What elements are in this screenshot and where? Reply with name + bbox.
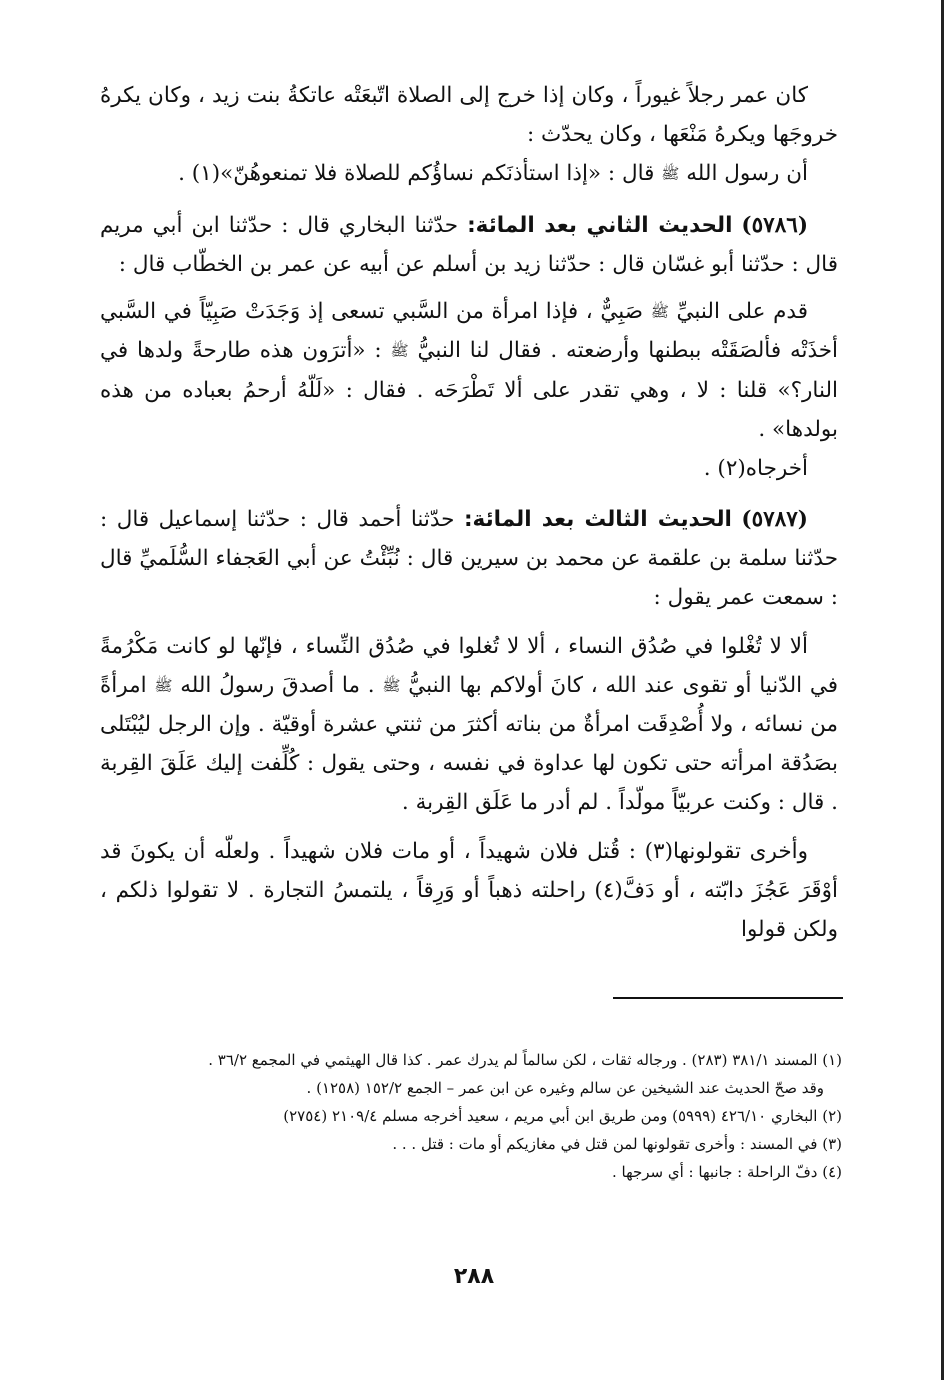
footnote-1-continuation: وقد صحّ الحديث عند الشيخين عن سالم وغيره عن ابن عمر – الجمع ١٥٢/٢ (١٢٥٨) . xyxy=(306,1079,824,1097)
hadith-chain: حدّثنا أحمد قال : حدّثنا إسماعيل قال : حدّثنا سلمة بن علقمة عن محمد بن سيرين قال : نُبِّئْتُ عن أبي العَجفاء السُّلَميِّ قال : سمعت عمر يقول : xyxy=(100,506,838,610)
footnote-3: (٣) في المسند : وأخرى تقولونها لمن قتل في مغازيكم أو مات : قتل . . . xyxy=(392,1135,842,1153)
paragraph-hadith-quote xyxy=(100,154,838,194)
hadith-5786-text-b: صَبِيٌّ ، فإذا امرأة من السَّبي تسعى إذ وَجَدَتْ صَبِيّاً في السَّبي أخذَتْه فألصَقَتْه ببطنها وأرضعته . فقال لنا النبيُّ xyxy=(100,298,839,363)
page-edge-line xyxy=(941,0,944,1380)
footnote-separator xyxy=(613,997,843,999)
footnote-1: (١) المسند ٣٨١/١ (٢٨٣) . ورجاله ثقات ، لكن سالماً لم يدرك عمر . كذا قال الهيثمي في المجمع ٣٦/٢ . xyxy=(208,1051,842,1069)
sallallahu-glyph: ﷺ xyxy=(154,676,173,694)
page-number: ٢٨٨ xyxy=(453,1264,495,1289)
hadith-5787-text-c: امرأةً من نسائه ، ولا أُصْدِقَت امرأةٌ من بناته أكثرَ من ثنتي عشرة أوقيّة . وإن الرجل ليُبْتَلى بصَدُقة امرأته حتى تكون لها عداوة في نفسه ، وحتى يقول : كُلِّفت إليك عَلَقَ القِربة . قال : وكنت عربيّاً مولّداً . لم أدر ما عَلَق القِربة . xyxy=(100,672,838,815)
footnote-4: (٤) دفّ الراحلة : جانبها : أي سرجها . xyxy=(611,1163,842,1181)
sallallahu-glyph: ﷺ xyxy=(382,676,401,694)
hadith-number: (٥٧٨٧) xyxy=(741,506,808,532)
hadith-5786-heading xyxy=(100,206,838,284)
hadith-5786-text xyxy=(100,292,838,449)
hadith-5787-heading xyxy=(100,500,838,617)
hadith-5787-text-b: . ما أصدقَ رسولُ الله xyxy=(180,672,375,698)
paragraph-hadith-quote-end: قال : «إذا استأذنَكم نساؤُكم للصلاة فلا تمنعوهُنّ»(١) . xyxy=(178,161,655,186)
hadith-5787-text xyxy=(100,627,838,823)
main-text xyxy=(100,76,838,949)
sallallahu-glyph: ﷺ xyxy=(661,164,680,183)
hadith-title: الحديث الثاني بعد المائة: xyxy=(467,212,733,238)
sallallahu-glyph: ﷺ xyxy=(390,341,409,360)
footnotes xyxy=(106,1046,842,1186)
hadith-5786-text-c: : «أترَون هذه طارحةً ولدها في النار؟» قلنا : لا ، وهي تقدر على ألا تَطْرَحَه . فقال : «لَلّهُ أرحمُ بعباده من هذه بولدها» . xyxy=(100,338,838,442)
hadith-5786-text-a: قدم على النبيِّ xyxy=(676,298,808,324)
hadith-5787-text-a: ألا لا تُغْلوا في صُدُق النساء ، ألا لا تُغلوا في صُدُق النِّساء ، فإنّها لو كانت مَكْرُمةً في الدّنيا أو تقوى عند الله ، كانَ أولاكم بها النبيُّ xyxy=(100,633,839,698)
footnote-2: (٢) البخاري ٤٢٦/١٠ (٥٩٩٩) ومن طريق ابن أبي مريم ، سعيد أخرجه مسلم ٢١٠٩/٤ (٢٧٥٤) xyxy=(283,1107,842,1125)
paragraph-hadith-quote-start: أن رسول الله xyxy=(686,161,808,186)
hadith-chain: حدّثنا البخاري قال : حدّثنا ابن أبي مريم قال : حدّثنا أبو غسّان قال : حدّثنا زيد بن أسلم عن أبيه عن عمر بن الخطّاب قال : xyxy=(100,212,838,277)
hadith-5786-source: أخرجاه(٢) . xyxy=(703,455,808,481)
hadith-title: الحديث الثالث بعد المائة: xyxy=(463,506,732,532)
hadith-number: (٥٧٨٦) xyxy=(741,212,808,238)
paragraph-intro: كان عمر رجلاً غيوراً ، وكان إذا خرج إلى الصلاة اتّبعَتْه عاتكةُ بنت زيد ، وكان يكرهُ خروجَها ويكرهُ مَنْعَها ، وكان يحدّث : xyxy=(100,83,838,147)
sallallahu-glyph: ﷺ xyxy=(650,302,669,320)
hadith-5787-continuation: وأخرى تقولونها(٣) : قُتل فلان شهيداً ، أو مات فلان شهيداً . ولعلّه أن يكونَ قد أوْقَرَ عَجُزَ دابّته ، أو دَفَّ(٤) راحلته ذهباً أو وَرِقاً ، يلتمسُ التجارة . لا تقولوا ذلكم ، ولكن قولوا xyxy=(100,839,839,942)
